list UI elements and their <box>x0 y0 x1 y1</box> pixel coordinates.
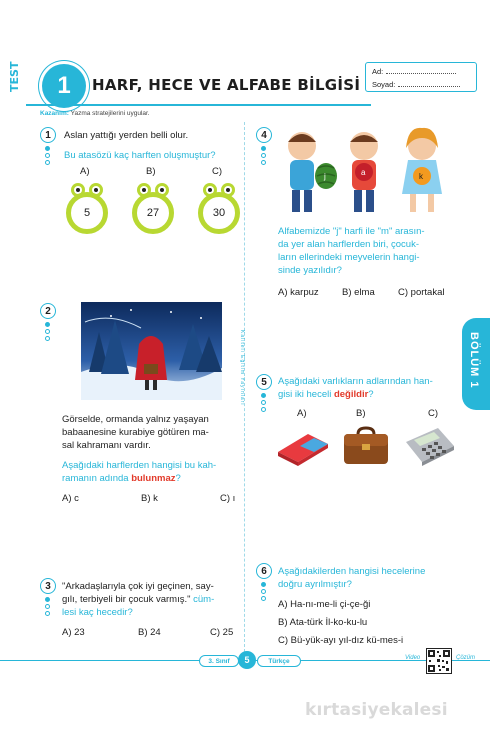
question-2-option-a[interactable]: A) c <box>62 493 79 504</box>
question-6-prompt-line-1: Aşağıdakilerden hangisi hecelerine <box>278 566 426 577</box>
question-2-prompt-text: ramanın adında <box>62 473 129 484</box>
question-3-prompt: lesi kaç hecedir? <box>62 607 133 618</box>
question-3-stem-blue: cüm- <box>193 594 215 605</box>
page-title: HARF, HECE VE ALFABE BİLGİSİ <box>92 76 361 94</box>
question-5-prompt-line-2 <box>278 388 374 401</box>
question-4-prompt-line-2: da yer alan harflerden biri, çocuk- <box>278 239 419 250</box>
question-5-dots <box>261 393 267 414</box>
solution-label: Çözüm <box>456 655 476 661</box>
kazanim-label: Kazanım: <box>40 110 69 117</box>
vertical-brand: Kaliteli Eğitim Yayınları <box>239 330 245 406</box>
question-4-prompt-line-4: sinde yazılıdır? <box>278 265 342 276</box>
question-5-emphasis: değildir <box>333 389 369 400</box>
frog-ring-b[interactable] <box>129 180 177 238</box>
page-number: 5 <box>238 651 256 669</box>
question-6-option-c[interactable]: C) Bü-yük-ayı yıl-dız kü-mes-i <box>278 635 404 646</box>
briefcase-icon[interactable] <box>340 424 392 468</box>
question-3-dots <box>45 597 51 618</box>
question-2-prompt-line-2 <box>62 472 181 485</box>
question-2-option-b[interactable]: B) k <box>141 493 158 504</box>
video-label: Video <box>405 655 421 661</box>
question-2-option-c[interactable]: C) ı <box>220 493 236 504</box>
question-5-option-a-label[interactable]: A) <box>297 408 307 419</box>
question-2-stem-line-3: sal kahramanı vardır. <box>62 440 151 451</box>
frog-ring-c[interactable] <box>195 180 243 238</box>
question-3-stem-line-2 <box>62 593 214 606</box>
question-2-dots <box>45 322 51 343</box>
question-6-prompt-line-2: doğru ayrılmıştır? <box>278 579 352 590</box>
question-6-number: 6 <box>256 563 272 579</box>
question-2-stem-line-2: babaanesine kurabiye götüren ma- <box>62 427 209 438</box>
kazanim-line <box>40 110 150 117</box>
children-with-fruits-illustration <box>272 124 450 220</box>
question-4-prompt-line-1: Alfabemizde "j" harfi ile "m" arasın- <box>278 226 425 237</box>
watermark-logo: kırtasiyekalesi <box>305 700 448 720</box>
fruit-letter-watermelon: j <box>324 172 326 181</box>
fruit-letter-apple: a <box>361 168 366 177</box>
question-1-option-a-value: 5 <box>66 192 108 234</box>
name-box <box>365 62 477 92</box>
question-5-option-b-label[interactable]: B) <box>356 408 366 419</box>
question-2-stem-line-1: Görselde, ormanda yalnız yaşayan <box>62 414 209 425</box>
eraser-icon[interactable] <box>274 428 332 468</box>
question-1-option-b-value: 27 <box>132 192 174 234</box>
calculator-icon[interactable] <box>400 424 458 466</box>
question-2-number: 2 <box>40 303 56 319</box>
name-label: Ad: <box>372 67 384 76</box>
question-4-option-a[interactable]: A) karpuz <box>278 287 319 298</box>
question-3-option-c[interactable]: C) 25 <box>210 627 234 638</box>
question-1-number: 1 <box>40 127 56 143</box>
red-riding-hood-illustration <box>81 302 222 400</box>
name-dots <box>386 73 456 74</box>
surname-row[interactable] <box>372 80 460 89</box>
question-3-option-a[interactable]: A) 23 <box>62 627 85 638</box>
test-tag: TEST <box>8 61 21 92</box>
section-tab[interactable] <box>462 318 490 410</box>
question-4-option-b[interactable]: B) elma <box>342 287 375 298</box>
subject-pill: Türkçe <box>257 655 301 667</box>
question-6-option-b[interactable]: B) Ata-türk İl-ko-ku-lu <box>278 617 368 628</box>
question-2-prompt-tail: ? <box>175 473 181 484</box>
test-number-badge: 1 <box>42 64 86 108</box>
question-2-emphasis: bulunmaz <box>131 473 176 484</box>
grade-pill: 3. Sınıf <box>199 655 239 667</box>
header-rule <box>26 104 371 106</box>
question-6-option-a[interactable]: A) Ha-nı-me-li çi-çe-ği <box>278 599 371 610</box>
fruit-letter-orange: k <box>419 172 423 181</box>
question-5-prompt-line-1: Aşağıdaki varlıkların adlarından han- <box>278 376 433 387</box>
question-5-option-c-label[interactable]: C) <box>428 408 439 419</box>
question-1-dots <box>45 146 51 167</box>
question-4-prompt-line-3: ların ellerindeki meyvelerin hangi- <box>278 252 420 263</box>
question-1-option-c-label[interactable]: C) <box>212 166 223 177</box>
question-2-prompt-line-1: Aşağıdaki harflerden hangisi bu kah- <box>62 460 217 471</box>
question-1-stem: Aslan yattığı yerden belli olur. <box>64 130 189 141</box>
question-5-prompt-text: gisi iki heceli <box>278 389 332 400</box>
question-3-number: 3 <box>40 578 56 594</box>
name-row[interactable] <box>372 67 456 76</box>
question-1-option-a-label[interactable]: A) <box>80 166 90 177</box>
question-3-stem-text: gılı, terbiyeli bir çocuk varmış." <box>62 594 191 605</box>
surname-label: Soyad: <box>372 80 396 89</box>
frog-ring-a[interactable] <box>63 180 111 238</box>
question-5-prompt-tail: ? <box>368 389 374 400</box>
question-3-stem-line-1: "Arkadaşlarıyla çok iyi geçinen, say- <box>62 581 214 592</box>
question-4-option-c[interactable]: C) portakal <box>398 287 445 298</box>
qr-code-icon[interactable] <box>426 648 452 674</box>
question-1-option-b-label[interactable]: B) <box>146 166 156 177</box>
section-tab-label: BÖLÜM 1 <box>468 332 480 389</box>
question-3-option-b[interactable]: B) 24 <box>138 627 161 638</box>
surname-dots <box>398 86 460 87</box>
question-4-dots <box>261 146 267 167</box>
question-4-number: 4 <box>256 127 272 143</box>
question-5-number: 5 <box>256 374 272 390</box>
question-6-dots <box>261 582 267 603</box>
kazanim-text: Yazma stratejilerini uygular. <box>70 110 150 117</box>
question-1-option-c-value: 30 <box>198 192 240 234</box>
question-1-prompt: Bu atasözü kaç harften oluşmuştur? <box>64 150 216 161</box>
